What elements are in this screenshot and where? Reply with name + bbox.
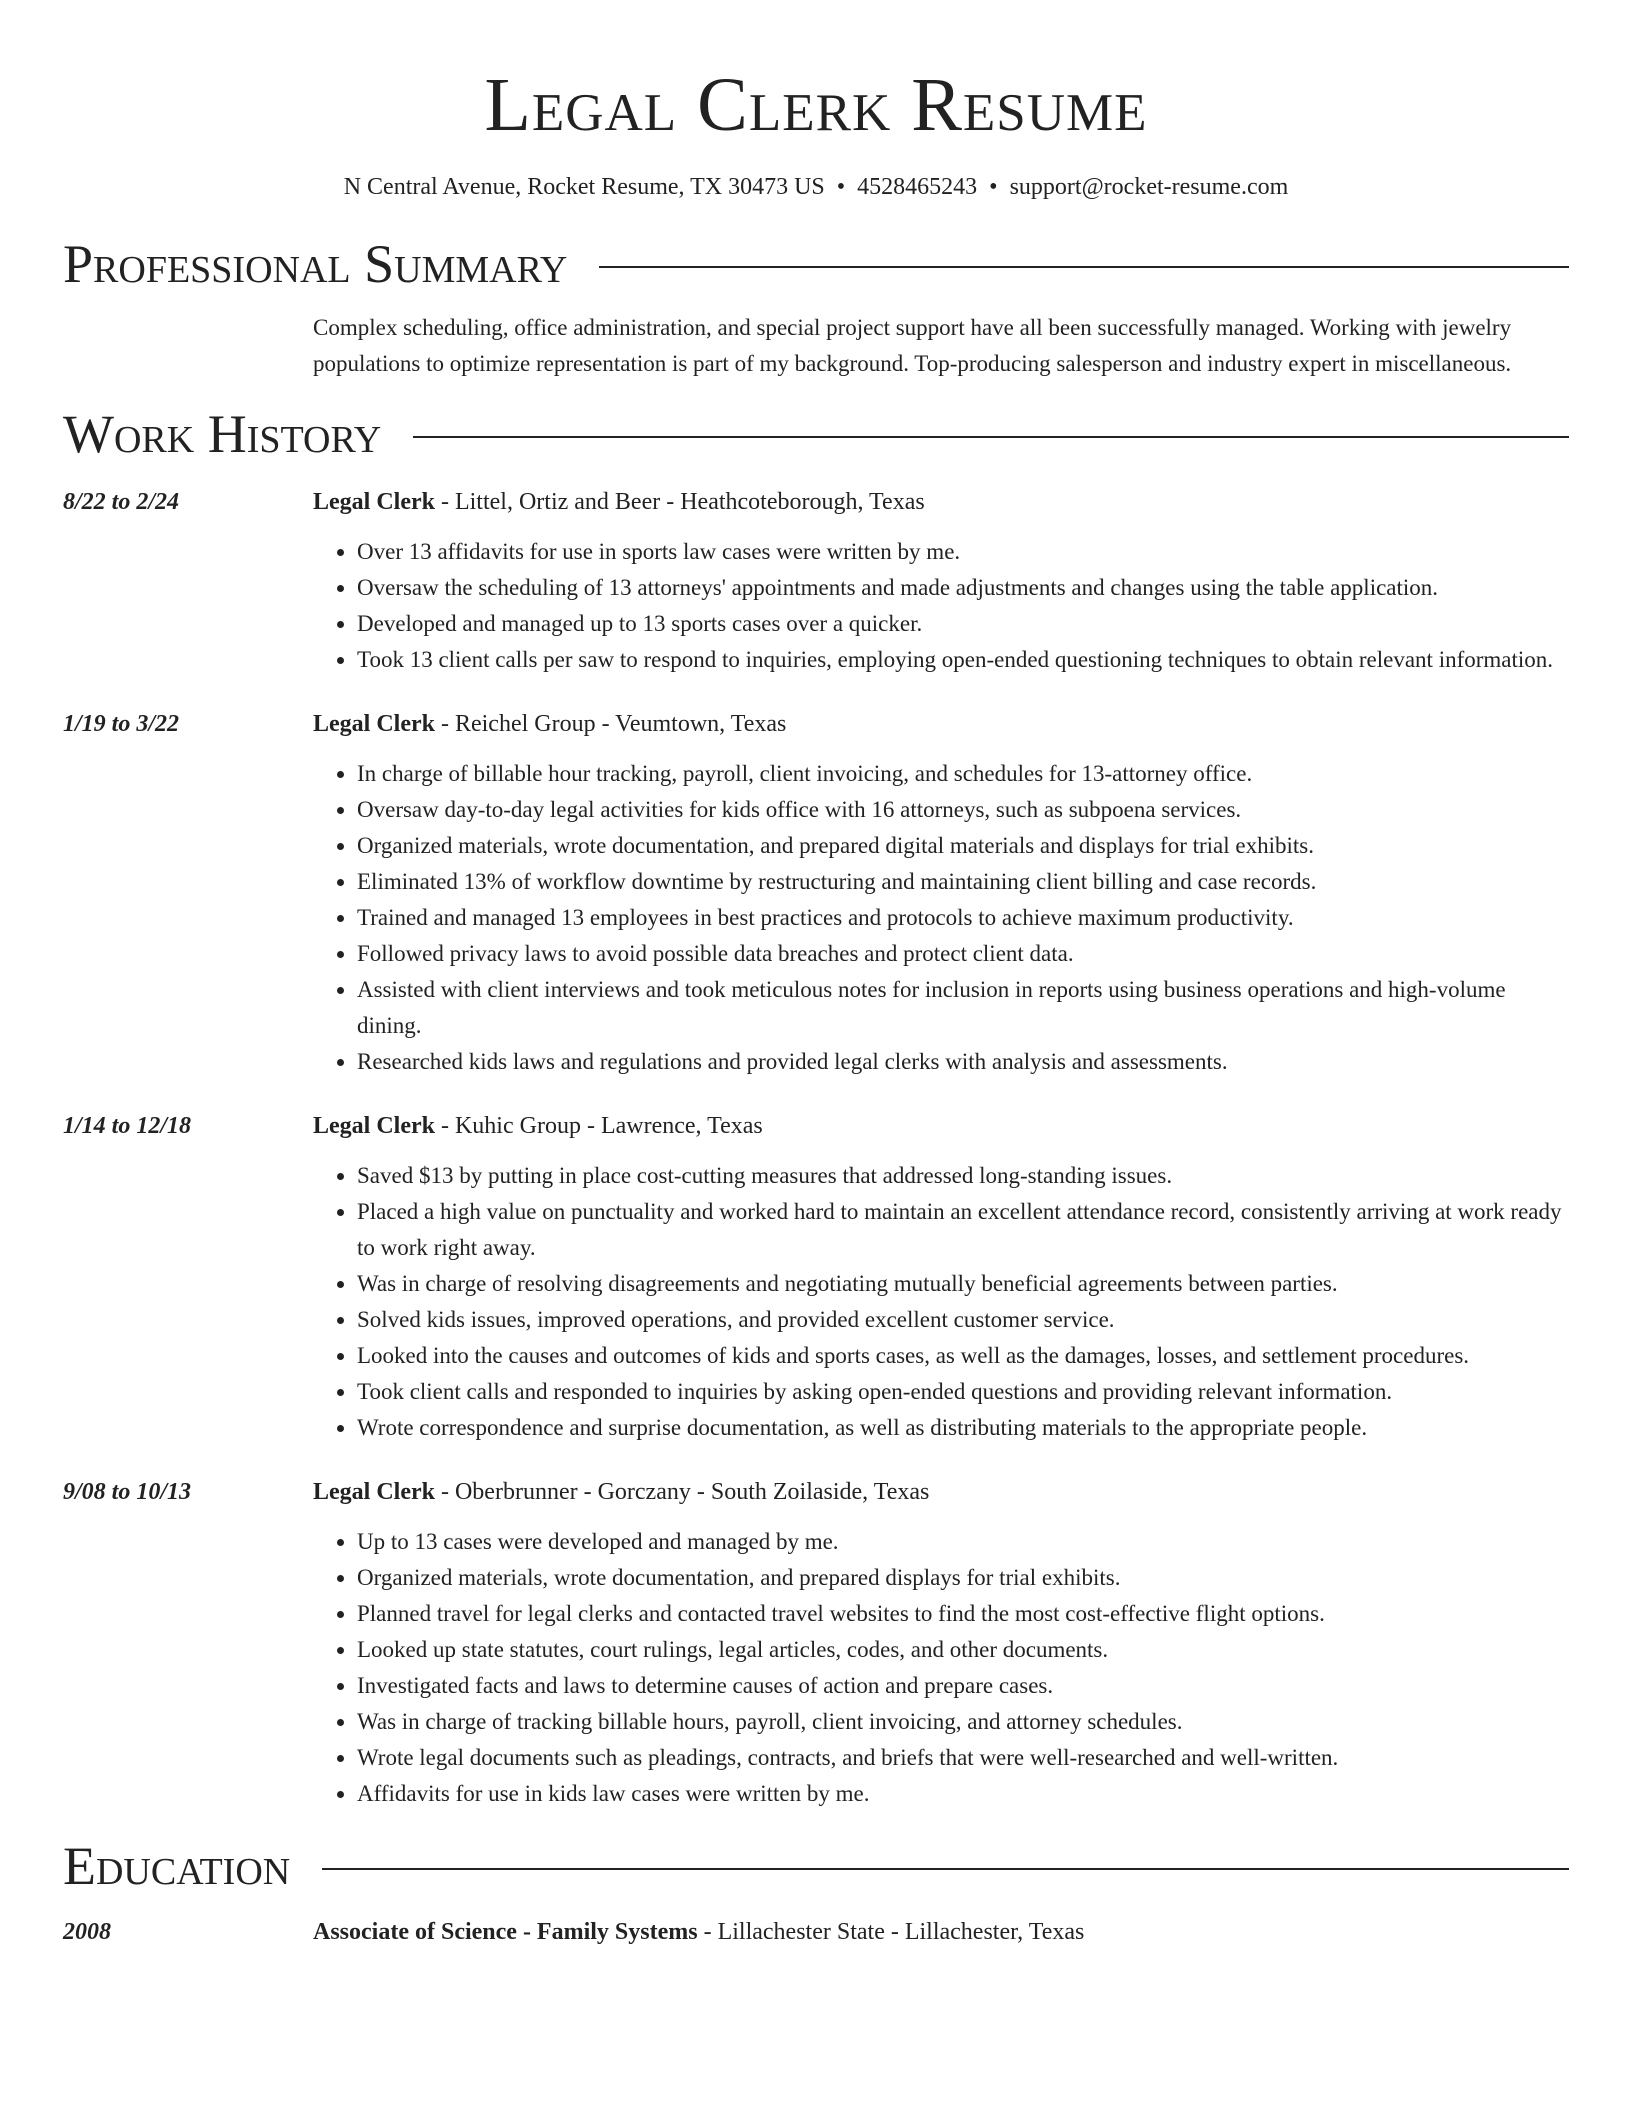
section-heading: Education <box>63 1836 291 1896</box>
job-bullet: • In charge of billable hour tracking, payroll, client invoicing, and schedules for 13-attorney office. <box>357 756 1569 792</box>
job-dates: 8/22 to 2/24 <box>63 489 180 515</box>
job-title: Legal Clerk <box>313 489 435 515</box>
job-employer: - Littel, Ortiz and Beer - Heathcoteborough, Texas <box>434 489 925 515</box>
job-bullet: • Developed and managed up to 13 sports cases over a quicker. <box>357 606 1569 642</box>
job-bullet: • Over 13 affidavits for use in sports law cases were written by me. <box>357 534 1569 570</box>
job-bullet: • Wrote legal documents such as pleadings, contracts, and briefs that were well-researched and well-written. <box>357 1740 1569 1776</box>
section-divider <box>599 266 1569 268</box>
job-bullet: • Trained and managed 13 employees in best practices and protocols to achieve maximum productivity. <box>357 900 1569 936</box>
job-bullet: • Up to 13 cases were developed and managed by me. <box>357 1524 1569 1560</box>
job-bullet: • Assisted with client interviews and took meticulous notes for inclusion in reports using business operations and high-volume dining. <box>357 972 1569 1044</box>
job-body <box>313 1108 1569 1446</box>
contact-separator: • <box>836 174 846 200</box>
job-bullet: • Looked into the causes and outcomes of kids and sports cases, as well as the damages, losses, and settlement procedures. <box>357 1338 1569 1374</box>
section-header <box>63 402 1569 466</box>
job-bullet: • Organized materials, wrote documentation, and prepared displays for trial exhibits. <box>357 1560 1569 1596</box>
job-dates: 9/08 to 10/13 <box>63 1479 192 1505</box>
education-school: - Lillachester State - Lillachester, Texas <box>697 1919 1085 1945</box>
job-bullet: • Took 13 client calls per saw to respond to inquiries, employing open-ended questioning techniques to obtain relevant information. <box>357 642 1569 678</box>
job-bullets <box>313 1524 1569 1812</box>
job-title: Legal Clerk <box>313 1113 435 1139</box>
job-title: Legal Clerk <box>313 1479 435 1505</box>
job-heading <box>313 706 1569 742</box>
contact-address: N Central Avenue, Rocket Resume, TX 30473 US <box>343 174 825 200</box>
job-bullets <box>313 534 1569 678</box>
job-bullet: • Wrote correspondence and surprise documentation, as well as distributing materials to the appropriate people. <box>357 1410 1569 1446</box>
section-heading: Work History <box>63 404 382 464</box>
contact-line <box>63 172 1569 202</box>
job-body <box>313 484 1569 678</box>
job-employer: - Reichel Group - Veumtown, Texas <box>434 711 787 737</box>
job-bullet: • Took client calls and responded to inquiries by asking open-ended questions and providing relevant information. <box>357 1374 1569 1410</box>
job-bullet: • Solved kids issues, improved operations, and provided excellent customer service. <box>357 1302 1569 1338</box>
contact-separator: • <box>989 174 998 200</box>
summary-text: Complex scheduling, office administration, and special project support have all been successfully managed. Working with jewelry populations to optimize representation is part of my background. Top-producing salesperson and industry expert in miscellaneous. <box>313 315 1512 376</box>
job-bullet: • Affidavits for use in kids law cases were written by me. <box>357 1776 1569 1812</box>
education-degree: Associate of Science - Family Systems <box>313 1919 698 1945</box>
job-bullet: • Oversaw the scheduling of 13 attorneys' appointments and made adjustments and changes using the table application. <box>357 570 1569 606</box>
job-body <box>313 706 1569 1080</box>
education-entry <box>63 1914 1569 1950</box>
job-bullet: • Was in charge of tracking billable hours, payroll, client invoicing, and attorney schedules. <box>357 1704 1569 1740</box>
education-section <box>63 1834 1569 1950</box>
job-entry <box>63 706 1569 1080</box>
job-employer: - Kuhic Group - Lawrence, Texas <box>434 1113 763 1139</box>
job-body <box>313 1474 1569 1812</box>
job-dates: 1/19 to 3/22 <box>63 711 180 737</box>
job-bullet: • Oversaw day-to-day legal activities for kids office with 16 attorneys, such as subpoena services. <box>357 792 1569 828</box>
job-heading <box>313 1474 1569 1510</box>
job-heading <box>313 484 1569 520</box>
section-header <box>63 232 1569 296</box>
job-bullet: • Followed privacy laws to avoid possible data breaches and protect client data. <box>357 936 1569 972</box>
section-divider <box>322 1868 1569 1870</box>
job-title: Legal Clerk <box>313 711 435 737</box>
contact-phone: 4528465243 <box>857 174 978 200</box>
education-body <box>313 1914 1569 1950</box>
job-bullet: • Looked up state statutes, court rulings, legal articles, codes, and other documents. <box>357 1632 1569 1668</box>
job-employer: - Oberbrunner - Gorczany - South Zoilaside, Texas <box>434 1479 930 1505</box>
job-dates: 1/14 to 12/18 <box>63 1113 192 1139</box>
resume-title: Legal Clerk Resume <box>484 63 1148 147</box>
job-bullet: • Investigated facts and laws to determine causes of action and prepare cases. <box>357 1668 1569 1704</box>
section-header <box>63 1834 1569 1898</box>
professional-summary-section <box>63 232 1569 382</box>
job-bullet: • Was in charge of resolving disagreements and negotiating mutually beneficial agreements between parties. <box>357 1266 1569 1302</box>
job-entry <box>63 484 1569 678</box>
job-entry <box>63 1474 1569 1812</box>
job-bullet: • Researched kids laws and regulations and provided legal clerks with analysis and assessments. <box>357 1044 1569 1080</box>
job-bullets <box>313 1158 1569 1446</box>
job-bullet: • Planned travel for legal clerks and contacted travel websites to find the most cost-effective flight options. <box>357 1596 1569 1632</box>
education-year: 2008 <box>63 1919 111 1945</box>
job-bullets <box>313 756 1569 1080</box>
job-bullet: • Saved $13 by putting in place cost-cutting measures that addressed long-standing issues. <box>357 1158 1569 1194</box>
job-entry <box>63 1108 1569 1446</box>
job-bullet: • Eliminated 13% of workflow downtime by restructuring and maintaining client billing and case records. <box>357 864 1569 900</box>
job-bullet: • Placed a high value on punctuality and worked hard to maintain an excellent attendance record, consistently arriving at work ready to work right away. <box>357 1194 1569 1266</box>
work-history-section <box>63 402 1569 1812</box>
section-heading: Professional Summary <box>63 234 568 294</box>
job-heading <box>313 1108 1569 1144</box>
section-divider <box>413 436 1569 438</box>
contact-email: support@rocket-resume.com <box>1009 174 1289 200</box>
job-bullet: • Organized materials, wrote documentation, and prepared digital materials and displays for trial exhibits. <box>357 828 1569 864</box>
